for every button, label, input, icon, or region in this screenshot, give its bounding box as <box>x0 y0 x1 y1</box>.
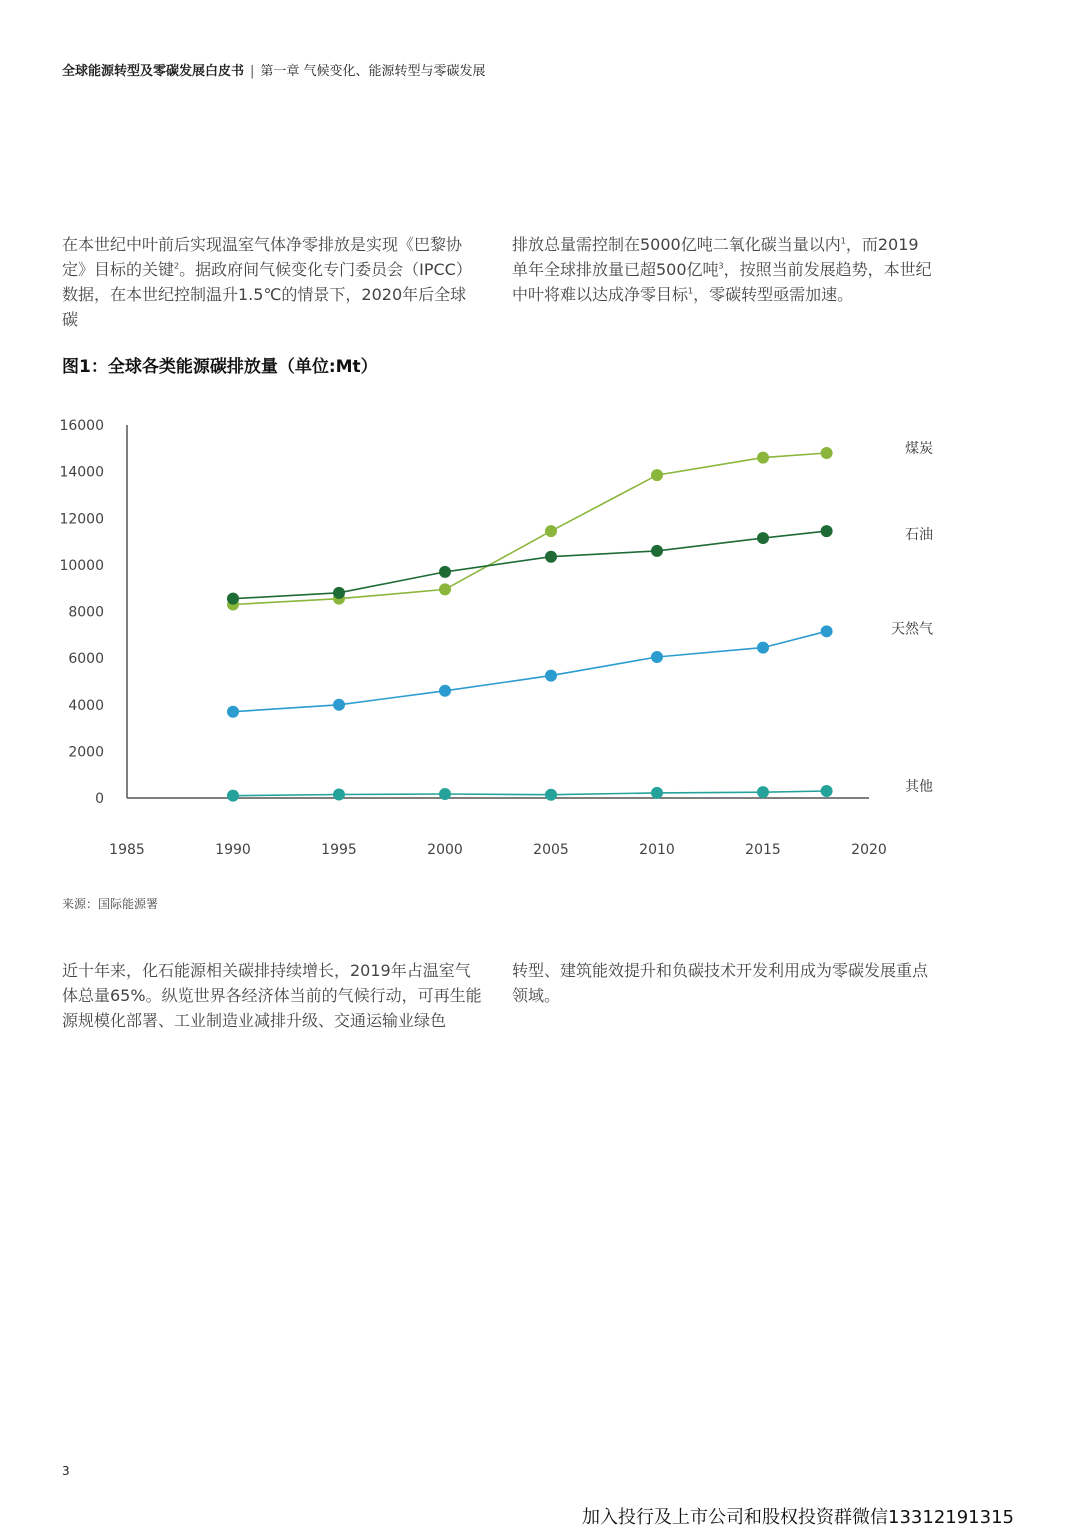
data-point <box>821 625 833 637</box>
x-tick-label: 2015 <box>745 842 781 858</box>
chart-series-labels <box>891 440 933 795</box>
series-label: 其他 <box>905 779 933 796</box>
footnote-ref: 1 <box>688 286 694 296</box>
chapter-title: 第一章 气候变化、能源转型与零碳发展 <box>260 64 486 79</box>
data-point <box>821 447 833 459</box>
series-line <box>233 791 827 796</box>
emissions-line-chart <box>0 400 1080 880</box>
x-tick-label: 2010 <box>639 842 675 858</box>
chart-series <box>227 447 833 802</box>
footnote-ref: 1 <box>840 236 846 246</box>
data-point <box>757 532 769 544</box>
data-point <box>333 587 345 599</box>
intro-left-text-1: 在本世纪中叶前后实现温室气体净零排放是实现《巴黎协定》目标的关键 <box>62 235 463 279</box>
data-point <box>439 685 451 697</box>
data-point <box>757 786 769 798</box>
series-label: 煤炭 <box>905 440 933 457</box>
data-point <box>821 525 833 537</box>
data-point <box>333 789 345 801</box>
data-point <box>651 787 663 799</box>
y-tick-label: 4000 <box>68 697 104 714</box>
data-point <box>821 785 833 797</box>
intro-right-text-3: ，按照当前发展趋势，本世纪中叶将难以达成净零目标 <box>512 260 932 304</box>
page-number: 3 <box>62 1464 70 1478</box>
series-line <box>233 453 827 605</box>
x-tick-label: 1990 <box>215 842 251 858</box>
intro-right-text-4: ，零碳转型亟需加速。 <box>693 285 854 304</box>
figure-source: 来源：国际能源署 <box>62 897 159 911</box>
footnote-ref: 2 <box>174 261 180 271</box>
document-title: 全球能源转型及零碳发展白皮书 <box>62 64 245 79</box>
y-tick-label: 6000 <box>68 651 104 668</box>
data-point <box>333 699 345 711</box>
data-point <box>439 566 451 578</box>
footer-contact-note: 加入投行及上市公司和股权投资群微信13312191315 <box>582 1507 1014 1528</box>
data-point <box>545 670 557 682</box>
data-point <box>757 452 769 464</box>
data-point <box>439 788 451 800</box>
data-point <box>651 651 663 663</box>
data-point <box>651 545 663 557</box>
data-point <box>439 583 451 595</box>
intro-left-text-2: 。据政府间气候变化专门委员会（IPCC）数据，在本世纪控制温升1.5℃的情景下，2020年后全球碳 <box>62 260 472 329</box>
data-point <box>227 790 239 802</box>
figure-title: 图1：全球各类能源碳排放量（单位:Mt） <box>62 357 378 377</box>
body-paragraph-right: 转型、建筑能效提升和负碳技术开发利用成为零碳发展重点领域。 <box>512 961 929 1005</box>
y-tick-label: 10000 <box>59 557 104 574</box>
series-label: 天然气 <box>891 621 933 638</box>
y-tick-label: 0 <box>95 791 104 807</box>
y-tick-label: 2000 <box>68 744 104 761</box>
data-point <box>545 789 557 801</box>
footnote-ref: 3 <box>718 261 724 271</box>
y-tick-label: 8000 <box>68 604 104 621</box>
data-point <box>545 551 557 563</box>
series-line <box>233 531 827 599</box>
intro-right-text-2: ，而2019单年全球排放量已超500亿吨 <box>512 235 919 279</box>
y-tick-label: 12000 <box>59 511 104 528</box>
x-tick-label: 2000 <box>427 842 463 858</box>
page-header <box>62 60 486 79</box>
data-point <box>651 469 663 481</box>
series-line <box>233 631 827 711</box>
data-point <box>757 642 769 654</box>
data-point <box>545 525 557 537</box>
x-tick-label: 1995 <box>321 842 357 858</box>
y-tick-label: 14000 <box>59 464 104 481</box>
intro-right-text-1: 排放总量需控制在5000亿吨二氧化碳当量以内 <box>512 235 841 254</box>
data-point <box>227 706 239 718</box>
x-tick-label: 2005 <box>533 842 569 858</box>
body-paragraph-left: 近十年来，化石能源相关碳排持续增长，2019年占温室气体总量65%。纵览世界各经济体当前的气候行动，可再生能源规模化部署、工业制造业减排升级、交通运输业绿色 <box>62 961 482 1030</box>
x-tick-label: 2020 <box>851 842 887 858</box>
intro-paragraph-right <box>512 232 932 307</box>
header-separator: | <box>250 64 255 79</box>
y-tick-label: 16000 <box>59 418 104 434</box>
data-point <box>227 593 239 605</box>
series-label: 石油 <box>905 527 933 544</box>
intro-paragraph-left <box>62 232 482 332</box>
x-tick-label: 1985 <box>109 842 145 858</box>
